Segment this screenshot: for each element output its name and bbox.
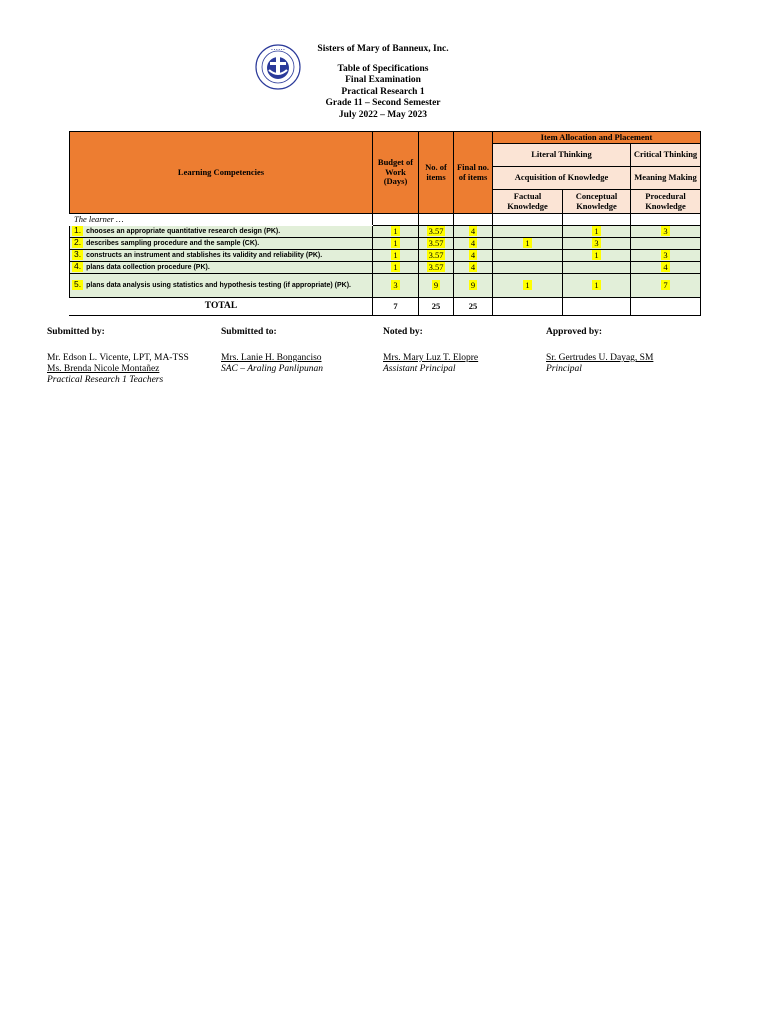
doc-title: Table of Specifications [337,63,429,74]
total-label: TOTAL [70,298,373,316]
submitted-by-label: Submitted by: [47,327,105,337]
cell-budget [373,238,419,250]
header-factual: Factual Knowledge [493,190,563,214]
competency-rows [70,226,701,298]
cell-factual [493,226,563,238]
competency-number: 1. [74,225,82,236]
value-items: 9 [433,279,439,290]
total-items: 25 [419,298,454,316]
noted-by-name: Mrs. Mary Luz T. Elopre [383,353,479,363]
competency-number: 4. [74,261,82,272]
table-row [70,274,701,298]
cell-items [419,250,454,262]
submitted-to-block [221,327,323,375]
approved-by-label: Approved by: [546,327,603,337]
noted-by-role: Assistant Principal [383,364,456,374]
table-row [70,226,701,238]
value-procedural: 7 [663,279,668,290]
value-final: 4 [470,249,476,260]
approved-by-role: Principal [546,364,582,374]
school-name: Sisters of Mary of Banneux, Inc. [317,44,449,54]
approved-by-name: Sr. Gertrudes U. Dayag, SM [546,353,654,363]
value-budget: 1 [393,249,398,260]
value-budget: 1 [393,225,398,236]
value-factual: 1 [525,237,530,248]
header-item-allocation: Item Allocation and Placement [493,132,701,144]
value-final: 4 [470,225,476,236]
header-final: Final no. of items [454,132,493,214]
cell-final [454,262,493,274]
cell-budget [373,250,419,262]
cell-factual [493,262,563,274]
competency-number: 5. [74,279,82,290]
competency-text: constructs an instrument and stablishes its validity and reliability (PK). [86,252,323,260]
value-final: 9 [470,279,476,290]
cell-conceptual [563,250,631,262]
value-conceptual: 1 [594,225,599,236]
value-procedural: 4 [663,261,668,272]
competency-text: chooses an appropriate quantitative research design (PK). [86,228,281,236]
value-procedural: 3 [663,225,668,236]
cell-budget [373,262,419,274]
cell-final [454,250,493,262]
noted-by-block [383,327,478,375]
submitted-to-label: Submitted to: [221,327,277,337]
value-items: 3.57 [428,249,444,260]
total-budget: 7 [373,298,419,316]
cell-procedural [631,226,701,238]
value-factual: 1 [525,279,530,290]
cell-procedural [631,238,701,250]
competency-cell [70,238,373,250]
cell-conceptual [563,226,631,238]
table-row [70,250,701,262]
svg-text:• • • • • •: • • • • • • [271,47,285,52]
submitted-by-block [47,327,189,386]
header-items: No. of items [419,132,454,214]
competency-cell [70,226,373,238]
cell-procedural [631,250,701,262]
table-row [70,262,701,274]
submitted-to-name: Mrs. Lanie H. Bonganciso [221,353,322,363]
teacher-role: Practical Research 1 Teachers [47,375,164,385]
competency-cell [70,250,373,262]
subject-name: Practical Research 1 [341,86,425,97]
cell-items [419,238,454,250]
header-competencies: Learning Competencies [70,132,373,214]
value-items: 3.57 [428,261,444,272]
value-conceptual: 1 [594,249,599,260]
cell-factual [493,238,563,250]
cell-final [454,274,493,298]
value-items: 3.57 [428,237,444,248]
competency-text: describes sampling procedure and the sample (CK). [86,240,260,248]
cell-conceptual [563,262,631,274]
value-final: 4 [470,237,476,248]
exam-name: Final Examination [345,75,421,85]
noted-by-label: Noted by: [383,327,423,337]
value-budget: 1 [393,237,398,248]
header-acquisition: Acquisition of Knowledge [493,167,631,190]
cell-final [454,238,493,250]
header-meaning-making: Meaning Making [631,167,701,190]
header-procedural: Procedural Knowledge [631,190,701,214]
competency-text: plans data analysis using statistics and hypothesis testing (if appropriate) (PK). [86,282,351,290]
document-header [268,44,498,121]
competency-number: 2. [74,237,82,248]
cell-budget [373,274,419,298]
cell-final [454,226,493,238]
cell-conceptual [563,238,631,250]
value-items: 3.57 [428,225,444,236]
cell-factual [493,274,563,298]
cell-budget [373,226,419,238]
specifications-table [69,131,701,316]
learner-intro: The learner … [70,214,373,226]
header-critical-thinking: Critical Thinking [631,144,701,167]
cell-items [419,262,454,274]
cell-procedural [631,262,701,274]
approved-by-block [546,327,653,375]
cell-factual [493,250,563,262]
header-budget: Budget of Work (Days) [373,132,419,214]
table-row [70,238,701,250]
header-conceptual: Conceptual Knowledge [563,190,631,214]
value-conceptual: 1 [594,279,599,290]
grade-semester: Grade 11 – Second Semester [325,98,441,108]
value-procedural: 3 [663,249,668,260]
value-budget: 1 [393,261,398,272]
competency-cell [70,262,373,274]
teacher-name-2: Ms. Brenda Nicole Montañez [47,364,160,374]
value-conceptual: 3 [594,237,599,248]
total-final: 25 [454,298,493,316]
cell-conceptual [563,274,631,298]
cell-procedural [631,274,701,298]
value-budget: 3 [393,279,398,290]
cell-items [419,274,454,298]
competency-number: 3. [74,249,82,260]
school-year: July 2022 – May 2023 [338,109,428,120]
value-final: 4 [470,261,476,272]
cell-items [419,226,454,238]
header-literal-thinking: Literal Thinking [493,144,631,167]
competency-text: plans data collection procedure (PK). [86,264,210,272]
submitted-to-role: SAC – Araling Panlipunan [221,364,323,374]
competency-cell [70,274,373,298]
teacher-name-1: Mr. Edson L. Vicente, LPT, MA-TSS [47,353,189,363]
